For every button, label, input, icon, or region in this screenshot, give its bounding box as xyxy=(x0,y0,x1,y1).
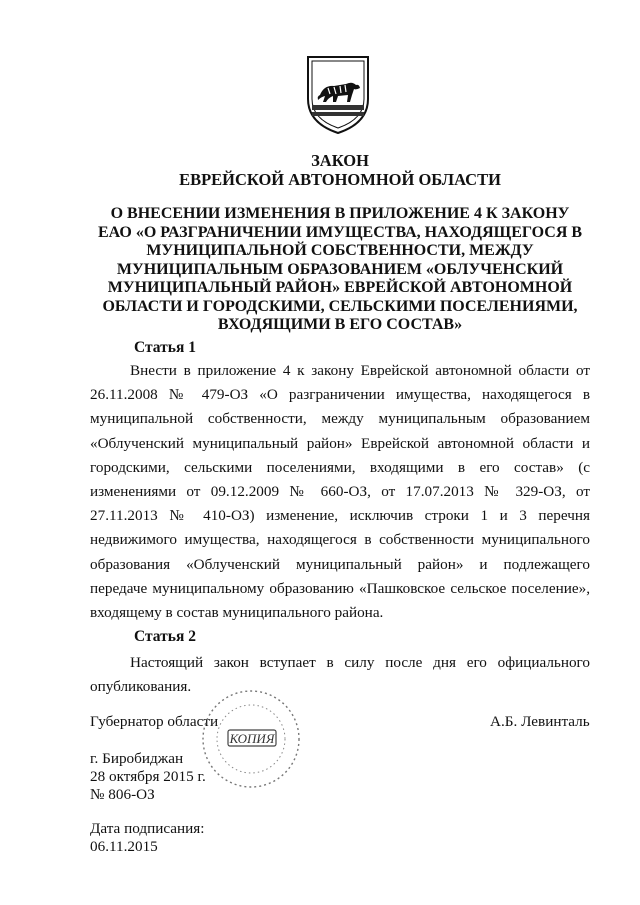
coat-of-arms-tiger-icon xyxy=(306,55,370,135)
title-line: ЗАКОН xyxy=(311,151,369,170)
stamp-text: КОПИЯ xyxy=(229,731,275,746)
subtitle-line: ЕАО «О РАЗГРАНИЧЕНИИ ИМУЩЕСТВА, НАХОДЯЩЕГОСЯ В xyxy=(97,223,583,241)
signing-date: 06.11.2015 xyxy=(90,838,158,855)
signing-label: Дата подписания: xyxy=(90,820,205,837)
subtitle-line: МУНИЦИПАЛЬНЫМ ОБРАЗОВАНИЕМ «ОБЛУЧЕНСКИЙ xyxy=(116,260,564,278)
subtitle-line: О ВНЕСЕНИИ ИЗМЕНЕНИЯ В ПРИЛОЖЕНИЕ 4 К ЗАКОНУ xyxy=(110,205,570,222)
subtitle-line: ОБЛАСТИ И ГОРОДСКИМИ, СЕЛЬСКИМИ ПОСЕЛЕНИЯМИ, xyxy=(102,297,578,315)
signature-name: А.Б. Левинталь xyxy=(490,713,590,730)
article-1-text: Внести в приложение 4 к закону Еврейской автономной области от 26.11.2008 № 479-ОЗ «О разграничении имущества, находящегося в муниципальной собственности, между муниципальным образованием «Облученский муниципальный район» Еврейской автономной области и городскими, сельскими поселениями, входящими в его состав» (с изменениями от 09.12.2009 № 660-ОЗ, от 17.07.2013 № 329-ОЗ, от 27.11.2013 № 410-ОЗ) изменение, исключив строки 1 и 3 перечня недвижимого имущества, находящегося в собственности муниципального образования «Облученский муниципальный район» и подлежащего передаче муниципальному образованию «Пашковское сельское поселение», входящему в состав муниципального района. xyxy=(90,362,590,622)
law-date: 28 октября 2015 г. xyxy=(90,768,206,785)
article-2-heading: Статья 2 xyxy=(134,628,196,645)
copy-stamp xyxy=(198,686,304,792)
law-subtitle xyxy=(60,205,620,335)
article-2-text: Настоящий закон вступает в силу после дня его официального опубликования. xyxy=(90,654,590,696)
subtitle-line: ВХОДЯЩИМИ В ЕГО СОСТАВ» xyxy=(217,316,463,333)
subtitle-line: МУНИЦИПАЛЬНЫЙ РАЙОН» ЕВРЕЙСКОЙ АВТОНОМНОЙ xyxy=(107,279,573,296)
title-line: ЕВРЕЙСКОЙ АВТОНОМНОЙ ОБЛАСТИ xyxy=(179,170,501,189)
place: г. Биробиджан xyxy=(90,750,184,767)
law-number: № 806-ОЗ xyxy=(90,786,155,803)
signature-position: Губернатор области xyxy=(90,713,219,730)
article-1-heading: Статья 1 xyxy=(134,339,196,356)
law-title xyxy=(60,151,620,189)
subtitle-line: МУНИЦИПАЛЬНОЙ СОБСТВЕННОСТИ, МЕЖДУ xyxy=(146,242,534,259)
